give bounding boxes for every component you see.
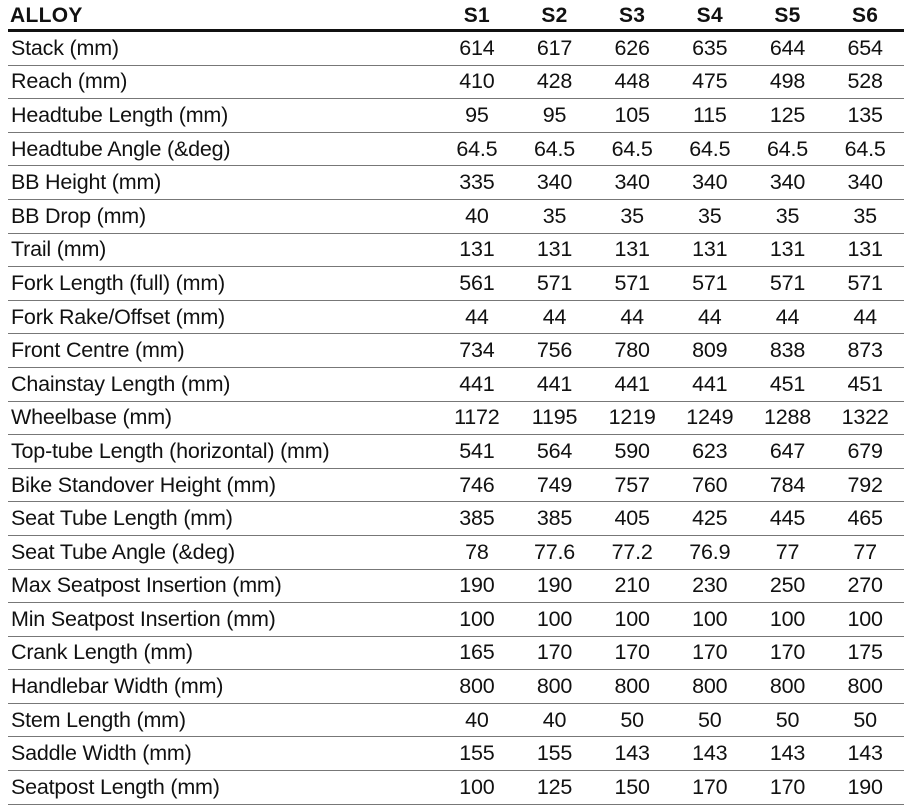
table-row bbox=[8, 300, 904, 334]
cell-value: 131 bbox=[671, 233, 749, 267]
cell-value: 800 bbox=[749, 670, 827, 704]
cell-value: 143 bbox=[749, 737, 827, 771]
cell-value: 571 bbox=[516, 267, 594, 301]
cell-value: 77.2 bbox=[593, 535, 671, 569]
cell-value: 190 bbox=[516, 569, 594, 603]
row-label: Bike Standover Height (mm) bbox=[8, 468, 438, 502]
cell-value: 40 bbox=[438, 199, 516, 233]
cell-value: 44 bbox=[516, 300, 594, 334]
cell-value: 95 bbox=[516, 99, 594, 133]
cell-value: 155 bbox=[438, 737, 516, 771]
cell-value: 100 bbox=[438, 771, 516, 805]
cell-value: 35 bbox=[593, 199, 671, 233]
cell-value: 800 bbox=[593, 670, 671, 704]
cell-value: 100 bbox=[671, 603, 749, 637]
cell-value: 170 bbox=[749, 636, 827, 670]
cell-value: 105 bbox=[593, 99, 671, 133]
cell-value: 475 bbox=[671, 65, 749, 99]
cell-value: 590 bbox=[593, 435, 671, 469]
size-header-s5: S5 bbox=[749, 0, 827, 31]
cell-value: 44 bbox=[749, 300, 827, 334]
cell-value: 100 bbox=[516, 603, 594, 637]
cell-value: 190 bbox=[438, 569, 516, 603]
row-label: Headtube Length (mm) bbox=[8, 99, 438, 133]
cell-value: 1288 bbox=[749, 401, 827, 435]
table-row bbox=[8, 771, 904, 805]
size-header-s6: S6 bbox=[826, 0, 904, 31]
cell-value: 441 bbox=[438, 367, 516, 401]
row-label: Min Seatpost Insertion (mm) bbox=[8, 603, 438, 637]
cell-value: 44 bbox=[826, 300, 904, 334]
cell-value: 451 bbox=[826, 367, 904, 401]
cell-value: 498 bbox=[749, 65, 827, 99]
table-row bbox=[8, 401, 904, 435]
cell-value: 115 bbox=[671, 99, 749, 133]
cell-value: 64.5 bbox=[826, 132, 904, 166]
cell-value: 78 bbox=[438, 535, 516, 569]
cell-value: 734 bbox=[438, 334, 516, 368]
row-label: BB Height (mm) bbox=[8, 166, 438, 200]
cell-value: 445 bbox=[749, 502, 827, 536]
cell-value: 410 bbox=[438, 65, 516, 99]
cell-value: 749 bbox=[516, 468, 594, 502]
size-header-s2: S2 bbox=[516, 0, 594, 31]
row-label: Seat Tube Length (mm) bbox=[8, 502, 438, 536]
cell-value: 635 bbox=[671, 31, 749, 66]
cell-value: 50 bbox=[749, 703, 827, 737]
cell-value: 564 bbox=[516, 435, 594, 469]
cell-value: 465 bbox=[826, 502, 904, 536]
cell-value: 441 bbox=[671, 367, 749, 401]
cell-value: 1195 bbox=[516, 401, 594, 435]
cell-value: 230 bbox=[671, 569, 749, 603]
row-label: Fork Rake/Offset (mm) bbox=[8, 300, 438, 334]
cell-value: 35 bbox=[671, 199, 749, 233]
cell-value: 425 bbox=[671, 502, 749, 536]
cell-value: 760 bbox=[671, 468, 749, 502]
cell-value: 571 bbox=[749, 267, 827, 301]
cell-value: 131 bbox=[516, 233, 594, 267]
cell-value: 757 bbox=[593, 468, 671, 502]
cell-value: 784 bbox=[749, 468, 827, 502]
cell-value: 35 bbox=[826, 199, 904, 233]
cell-value: 405 bbox=[593, 502, 671, 536]
cell-value: 644 bbox=[749, 31, 827, 66]
size-header-s3: S3 bbox=[593, 0, 671, 31]
cell-value: 76.9 bbox=[671, 535, 749, 569]
cell-value: 809 bbox=[671, 334, 749, 368]
cell-value: 340 bbox=[671, 166, 749, 200]
size-header-s1: S1 bbox=[438, 0, 516, 31]
cell-value: 385 bbox=[516, 502, 594, 536]
cell-value: 1172 bbox=[438, 401, 516, 435]
cell-value: 210 bbox=[593, 569, 671, 603]
header-row bbox=[8, 0, 904, 31]
cell-value: 654 bbox=[826, 31, 904, 66]
row-label: Max Seatpost Insertion (mm) bbox=[8, 569, 438, 603]
row-label: Headtube Angle (&deg) bbox=[8, 132, 438, 166]
cell-value: 170 bbox=[671, 771, 749, 805]
table-row bbox=[8, 502, 904, 536]
cell-value: 170 bbox=[593, 636, 671, 670]
row-label: Seat Tube Angle (&deg) bbox=[8, 535, 438, 569]
table-row bbox=[8, 535, 904, 569]
cell-value: 77 bbox=[826, 535, 904, 569]
table-row bbox=[8, 99, 904, 133]
table-body bbox=[8, 31, 904, 805]
cell-value: 170 bbox=[516, 636, 594, 670]
table-row bbox=[8, 132, 904, 166]
cell-value: 561 bbox=[438, 267, 516, 301]
cell-value: 40 bbox=[516, 703, 594, 737]
cell-value: 64.5 bbox=[593, 132, 671, 166]
cell-value: 448 bbox=[593, 65, 671, 99]
table-title: ALLOY bbox=[8, 0, 438, 31]
table-row bbox=[8, 636, 904, 670]
cell-value: 541 bbox=[438, 435, 516, 469]
cell-value: 143 bbox=[826, 737, 904, 771]
cell-value: 441 bbox=[593, 367, 671, 401]
cell-value: 528 bbox=[826, 65, 904, 99]
cell-value: 44 bbox=[593, 300, 671, 334]
cell-value: 780 bbox=[593, 334, 671, 368]
cell-value: 340 bbox=[593, 166, 671, 200]
cell-value: 131 bbox=[826, 233, 904, 267]
cell-value: 1219 bbox=[593, 401, 671, 435]
cell-value: 64.5 bbox=[438, 132, 516, 166]
cell-value: 617 bbox=[516, 31, 594, 66]
cell-value: 800 bbox=[516, 670, 594, 704]
cell-value: 35 bbox=[516, 199, 594, 233]
cell-value: 679 bbox=[826, 435, 904, 469]
cell-value: 50 bbox=[593, 703, 671, 737]
cell-value: 571 bbox=[671, 267, 749, 301]
table-row bbox=[8, 435, 904, 469]
cell-value: 125 bbox=[749, 99, 827, 133]
row-label: Reach (mm) bbox=[8, 65, 438, 99]
cell-value: 340 bbox=[749, 166, 827, 200]
cell-value: 800 bbox=[671, 670, 749, 704]
row-label: Top-tube Length (horizontal) (mm) bbox=[8, 435, 438, 469]
cell-value: 250 bbox=[749, 569, 827, 603]
cell-value: 131 bbox=[438, 233, 516, 267]
cell-value: 155 bbox=[516, 737, 594, 771]
cell-value: 165 bbox=[438, 636, 516, 670]
cell-value: 647 bbox=[749, 435, 827, 469]
cell-value: 143 bbox=[671, 737, 749, 771]
cell-value: 441 bbox=[516, 367, 594, 401]
cell-value: 800 bbox=[826, 670, 904, 704]
cell-value: 800 bbox=[438, 670, 516, 704]
cell-value: 571 bbox=[593, 267, 671, 301]
row-label: Seatpost Length (mm) bbox=[8, 771, 438, 805]
cell-value: 64.5 bbox=[749, 132, 827, 166]
cell-value: 64.5 bbox=[516, 132, 594, 166]
cell-value: 100 bbox=[749, 603, 827, 637]
row-label: Front Centre (mm) bbox=[8, 334, 438, 368]
cell-value: 64.5 bbox=[671, 132, 749, 166]
table-header bbox=[8, 0, 904, 31]
table-row bbox=[8, 65, 904, 99]
cell-value: 175 bbox=[826, 636, 904, 670]
row-label: Chainstay Length (mm) bbox=[8, 367, 438, 401]
table-row bbox=[8, 166, 904, 200]
cell-value: 756 bbox=[516, 334, 594, 368]
cell-value: 77.6 bbox=[516, 535, 594, 569]
cell-value: 792 bbox=[826, 468, 904, 502]
row-label: Crank Length (mm) bbox=[8, 636, 438, 670]
cell-value: 135 bbox=[826, 99, 904, 133]
cell-value: 100 bbox=[438, 603, 516, 637]
row-label: Handlebar Width (mm) bbox=[8, 670, 438, 704]
cell-value: 100 bbox=[593, 603, 671, 637]
cell-value: 50 bbox=[671, 703, 749, 737]
cell-value: 1322 bbox=[826, 401, 904, 435]
cell-value: 340 bbox=[826, 166, 904, 200]
row-label: Saddle Width (mm) bbox=[8, 737, 438, 771]
cell-value: 95 bbox=[438, 99, 516, 133]
cell-value: 626 bbox=[593, 31, 671, 66]
row-label: Stack (mm) bbox=[8, 31, 438, 66]
cell-value: 614 bbox=[438, 31, 516, 66]
cell-value: 385 bbox=[438, 502, 516, 536]
cell-value: 838 bbox=[749, 334, 827, 368]
cell-value: 77 bbox=[749, 535, 827, 569]
table-row bbox=[8, 367, 904, 401]
cell-value: 746 bbox=[438, 468, 516, 502]
cell-value: 170 bbox=[671, 636, 749, 670]
table-row bbox=[8, 199, 904, 233]
cell-value: 170 bbox=[749, 771, 827, 805]
cell-value: 50 bbox=[826, 703, 904, 737]
table-row bbox=[8, 233, 904, 267]
table-row bbox=[8, 334, 904, 368]
cell-value: 150 bbox=[593, 771, 671, 805]
cell-value: 571 bbox=[826, 267, 904, 301]
cell-value: 125 bbox=[516, 771, 594, 805]
cell-value: 44 bbox=[438, 300, 516, 334]
geometry-table bbox=[8, 0, 904, 805]
table-row bbox=[8, 569, 904, 603]
cell-value: 143 bbox=[593, 737, 671, 771]
table-row bbox=[8, 737, 904, 771]
cell-value: 340 bbox=[516, 166, 594, 200]
table-row bbox=[8, 468, 904, 502]
cell-value: 131 bbox=[749, 233, 827, 267]
size-header-s4: S4 bbox=[671, 0, 749, 31]
cell-value: 100 bbox=[826, 603, 904, 637]
cell-value: 270 bbox=[826, 569, 904, 603]
cell-value: 428 bbox=[516, 65, 594, 99]
cell-value: 40 bbox=[438, 703, 516, 737]
table-row bbox=[8, 603, 904, 637]
row-label: Fork Length (full) (mm) bbox=[8, 267, 438, 301]
cell-value: 335 bbox=[438, 166, 516, 200]
cell-value: 131 bbox=[593, 233, 671, 267]
cell-value: 190 bbox=[826, 771, 904, 805]
table-row bbox=[8, 31, 904, 66]
cell-value: 873 bbox=[826, 334, 904, 368]
table-row bbox=[8, 670, 904, 704]
table-row bbox=[8, 267, 904, 301]
table-row bbox=[8, 703, 904, 737]
cell-value: 35 bbox=[749, 199, 827, 233]
row-label: Stem Length (mm) bbox=[8, 703, 438, 737]
row-label: Trail (mm) bbox=[8, 233, 438, 267]
cell-value: 623 bbox=[671, 435, 749, 469]
cell-value: 451 bbox=[749, 367, 827, 401]
row-label: Wheelbase (mm) bbox=[8, 401, 438, 435]
row-label: BB Drop (mm) bbox=[8, 199, 438, 233]
cell-value: 44 bbox=[671, 300, 749, 334]
cell-value: 1249 bbox=[671, 401, 749, 435]
